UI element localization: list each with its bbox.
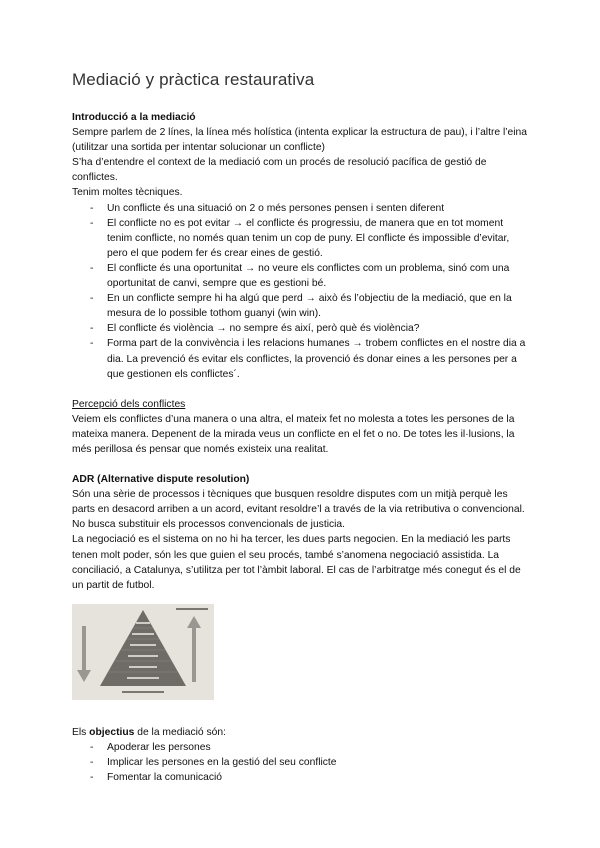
up-arrow-icon: [187, 616, 201, 682]
objectives-intro-suffix: de la mediació són:: [134, 726, 226, 738]
document-body: [72, 110, 528, 785]
pyramid-shape: [100, 610, 186, 686]
objectives-intro-prefix: Els: [72, 726, 90, 738]
paragraph: S’ha d’entendre el context de la mediació com un procés de resolució pacífica de gestió de conflictes.: [72, 157, 487, 184]
document-title: Mediació y pràctica restaurativa: [72, 70, 315, 89]
objectives-bullet-list: [72, 740, 528, 785]
list-item: - Apoderar les persones: [72, 740, 528, 755]
list-item: - El conflicte és violència → no sempre és així, però què és violència?: [72, 321, 528, 336]
paragraph: Tenim moltes tècniques.: [72, 187, 183, 199]
objectives-intro-bold: objectius: [89, 726, 135, 738]
list-item: - Implicar les persones en la gestió del seu conflicte: [72, 755, 528, 770]
objectives-intro: [72, 725, 528, 740]
section-heading-adr: ADR (Alternative dispute resolution): [72, 474, 250, 486]
list-item: - Fomentar la comunicació: [72, 770, 528, 785]
section-heading-perception: Percepció dels conflictes: [72, 398, 186, 410]
pyramid-diagram: [72, 604, 214, 700]
figure-caption-top: [176, 608, 208, 610]
paragraph: Sempre parlem de 2 línes, la línea més holística (intenta explicar la estructura de pau), i l’altre l’eina (utilitzar una sortida per intentar solucionar un conflicte): [72, 127, 528, 154]
list-item: - En un conflicte sempre hi ha algú que perd → això és l’objectiu de la mediació, que en la mesura de lo possible tothom guanyi (win win).: [72, 291, 528, 321]
list-item: - Un conflicte és una situació on 2 o més persones pensen i senten diferent: [72, 201, 528, 216]
conflict-bullet-list: [72, 201, 528, 382]
paragraph: La negociació es el sistema on no hi ha tercer, les dues parts negocien. En la mediació les parts tenen molt poder, són les que guien el seu procés, també s’anomena negociació assistida. La conciliació, a Catalunya, s’utilitza per tot l’àmbit laboral. El cas de l’arbitratge més conegut és el de un partit de futbol.: [72, 534, 521, 591]
paragraph: Són una sèrie de processos i tècniques que busquen resoldre disputes com un mitjà perquè les parts en desacord arriben a un acord, evitant resoldre’l a través de la via retributiva o convencional. No busca substituir els processos convencionals de justicia.: [72, 489, 525, 531]
list-item: - Forma part de la convivència i les relacions humanes → trobem conflictes en el nostre dia a dia. La prevenció és evitar els conflictes, la provenció és donar eines a les persones per a que gestionen els conflictes´.: [72, 336, 528, 381]
section-heading-intro: Introducció a la mediació: [72, 112, 196, 123]
paragraph: Veiem els conflictes d’una manera o una altra, el mateix fet no molesta a totes les persones de la mateixa manera. Depenent de la mirada veus un conflicte en el fet o no. De totes les il·lusions, la més perillosa és pensar que només existeix una realitat.: [72, 413, 515, 455]
list-item: - El conflicte és una oportunitat → no veure els conflictes com un problema, sinó com una oportunitat de canvi, sempre que es gestioni bé.: [72, 261, 528, 291]
adr-pyramid-figure: [72, 604, 214, 700]
list-item: - El conflicte no es pot evitar → el conflicte és progressiu, de manera que en tot moment tenim conflicte, no només quan tenim un cop de puny. El conflicte és impossible d’evitar, pero el que podem fer és crear eines de gestió.: [72, 216, 528, 261]
down-arrow-icon: [77, 626, 91, 682]
figure-caption-bottom: [122, 691, 164, 693]
